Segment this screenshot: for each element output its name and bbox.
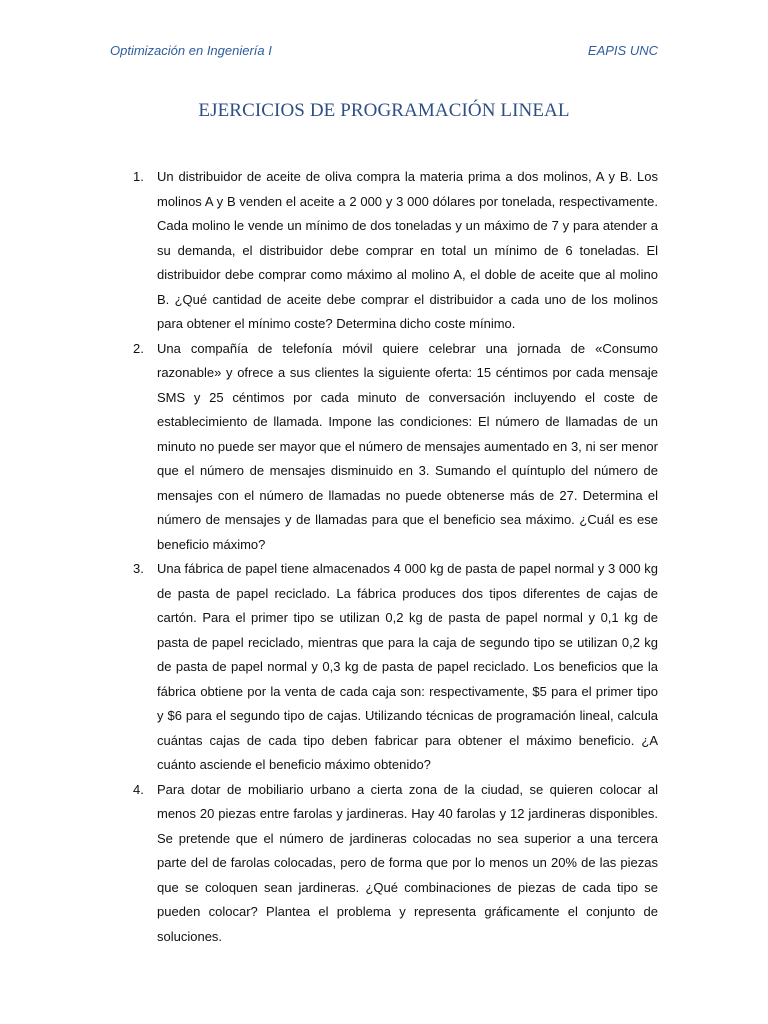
exercise-text: Un distribuidor de aceite de oliva compra la materia prima a dos molinos, A y B. Los molinos A y B venden el aceite a 2 000 y 3 000 dólares por tonelada, respectivamente. Cada molino le vende un mínimo de dos toneladas y un máximo de 7 y para atender a su demanda, el distribuidor debe comprar en total un mínimo de 6 toneladas. El distribuidor debe comprar como máximo al molino A, el doble de aceite que al molino B. ¿Qué cantidad de aceite debe comprar el distribuidor a cada uno de los molinos para obtener el mínimo coste? Determina dicho coste mínimo. [157,169,658,331]
exercise-number: 1. [133,169,144,184]
exercise-list [0,165,768,949]
exercise-item [0,337,768,558]
exercise-number: 3. [133,561,144,576]
exercise-number: 2. [133,340,144,356]
header-course-name: Optimización en Ingeniería I [110,43,272,58]
exercise-number: 4. [133,781,144,797]
page-title: EJERCICIOS DE PROGRAMACIÓN LINEAL [198,100,570,121]
exercise-item [0,165,768,337]
exercise-item [0,778,768,950]
exercise-item [0,557,768,778]
exercise-text: Una compañía de telefonía móvil quiere celebrar una jornada de «Consumo razonable» y ofrece a sus clientes la siguiente oferta: 15 céntimos por cada mensaje SMS y 25 céntimos por cada minuto de conversación incluyendo el coste de establecimiento de llamada. Impone las condiciones: El número de llamadas de un minuto no puede ser mayor que el número de mensajes aumentado en 3, ni ser menor que el número de mensajes disminuido en 3. Sumando el quíntuplo del número de mensajes con el número de llamadas no puede obtenerse más de 27. Determina el número de mensajes y de llamadas para que el beneficio sea máximo. ¿Cuál es ese beneficio máximo? [157,340,658,552]
page-header [110,43,658,61]
exercise-text: Una fábrica de papel tiene almacenados 4 000 kg de pasta de papel normal y 3 000 kg de pasta de papel reciclado. La fábrica produces dos tipos diferentes de cajas de cartón. Para el primer tipo se utilizan 0,2 kg de pasta de papel normal y 0,1 kg de pasta de papel reciclado, mientras que para la caja de segundo tipo se utilizan 0,2 kg de pasta de papel normal y 0,3 kg de pasta de papel reciclado. Los beneficios que la fábrica obtiene por la venta de cada caja son: respectivamente, $5 para el primer tipo y $6 para el segundo tipo de cajas. Utilizando técnicas de programación lineal, calcula cuántas cajas de cada tipo deben fabricar para obtener el máximo beneficio. ¿A cuánto asciende el beneficio máximo obtenido? [157,561,658,772]
exercise-text: Para dotar de mobiliario urbano a cierta zona de la ciudad, se quieren colocar al menos 20 piezas entre farolas y jardineras. Hay 40 farolas y 12 jardineras disponibles. Se pretende que el número de jardineras colocadas no sea superior a una tercera parte del de farolas colocadas, pero de forma que por lo menos un 20% de las piezas que se coloquen sean jardineras. ¿Qué combinaciones de piezas de cada tipo se pueden colocar? Plantea el problema y representa gráficamente el conjunto de soluciones. [157,781,658,944]
header-institution: EAPIS UNC [587,43,658,58]
